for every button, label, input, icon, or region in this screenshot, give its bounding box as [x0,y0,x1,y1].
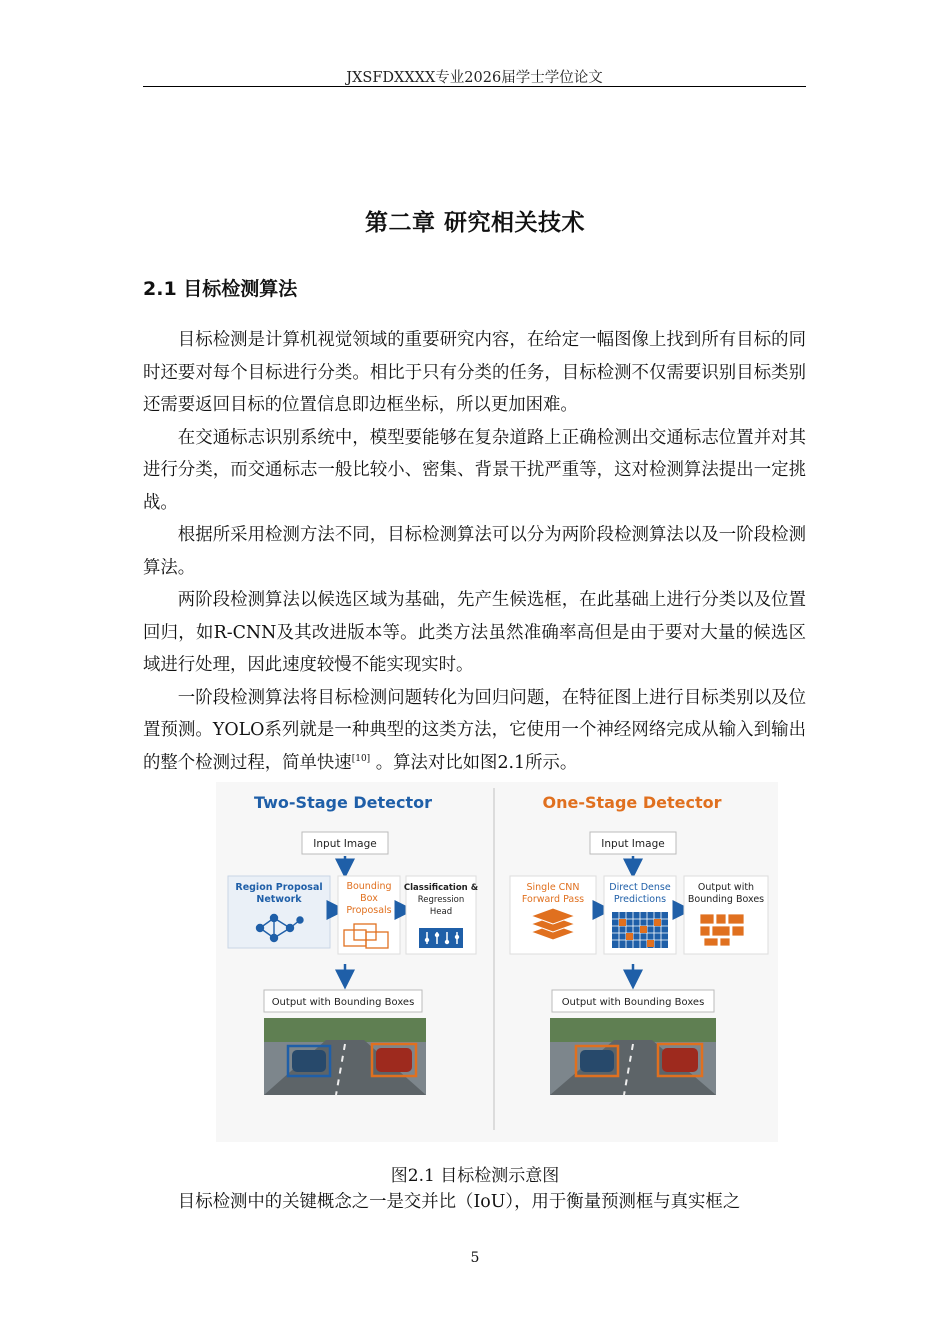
one-stage-input-label: Input Image [601,838,665,850]
proposals-label-2: Box [360,893,378,904]
cnn-label-1: Single CNN [526,882,580,893]
two-stage-input-label: Input Image [313,838,377,850]
rpn-label-1: Region Proposal [235,882,323,893]
head-label-3: Head [429,907,453,917]
paragraph-5 [143,682,806,780]
paragraph-6: 目标检测中的关键概念之一是交并比（IoU），用于衡量预测框与真实框之 [177,1192,741,1212]
one-stage-output-label: Output with Bounding Boxes [561,997,705,1008]
header-rule [143,86,806,87]
paragraph-3: 根据所采用检测方法不同，目标检测算法可以分为两阶段检测算法以及一阶段检测算法。 [143,525,806,578]
paragraph-5-text: 一阶段检测算法将目标检测问题转化为回归问题，在特征图上进行目标类别以及位置预测。YOLO系列就是一种典型的这类方法，它使用一个神经网络完成从输入到输出的整个检测过程，简单快速 [143,687,806,773]
rpn-label-2: Network [256,894,302,905]
proposals-label-3: Proposals [346,905,392,916]
figure-2-1 [216,782,778,1142]
two-stage-title: Two-Stage Detector [253,793,433,812]
one-stage-title: One-Stage Detector [542,793,722,812]
running-header: JXSFDXXXX专业2026届学士学位论文 [346,70,603,86]
cnn-label-2: Forward Pass [521,894,585,905]
paragraph-4: 两阶段检测算法以候选区域为基础，先产生候选框，在此基础上进行分类以及位置回归，如R-CNN及其改进版本等。此类方法虽然准确率高但是由于要对大量的候选区域进行处理，因此速度较慢不能实现实时。 [143,590,806,675]
section-title: 2.1 目标检测算法 [143,278,298,300]
two-stage-road-image [264,1018,426,1095]
two-stage-output-label: Output with Bounding Boxes [271,997,415,1008]
head-label-2: Regression [417,895,465,905]
prediction-grid-icon [612,912,668,948]
figure-caption: 图2.1 目标检测示意图 [390,1166,560,1186]
paragraph-2: 在交通标志识别系统中，模型要能够在复杂道路上正确检测出交通标志位置并对其进行分类，而交通标志一般比较小、密集、背景干扰严重等，这对检测算法提出一定挑战。 [143,427,806,513]
dense-label-2: Predictions [613,894,667,905]
sliders-icon [419,928,463,948]
chapter-title: 第二章 研究相关技术 [364,210,585,236]
one-stage-road-image [550,1018,716,1095]
proposals-label-1: Bounding [346,881,392,892]
dense-label-1: Direct Dense [609,882,671,893]
body-text [143,324,806,779]
head-label-1: Classification & [403,883,479,893]
detector-diagram [216,782,778,1142]
grid-output-label-2: Bounding Boxes [687,894,765,905]
citation: [10] [351,753,371,764]
grid-output-label-1: Output with [697,882,755,893]
page-number: 5 [470,1250,480,1266]
paragraph-5-tail: 。算法对比如图2.1所示。 [370,752,578,773]
paragraph-1: 目标检测是计算机视觉领域的重要研究内容，在给定一幅图像上找到所有目标的同时还要对每个目标进行分类。相比于只有分类的任务，目标检测不仅需要识别目标类别还需要返回目标的位置信息即边框坐标，所以更加困难。 [143,330,806,415]
